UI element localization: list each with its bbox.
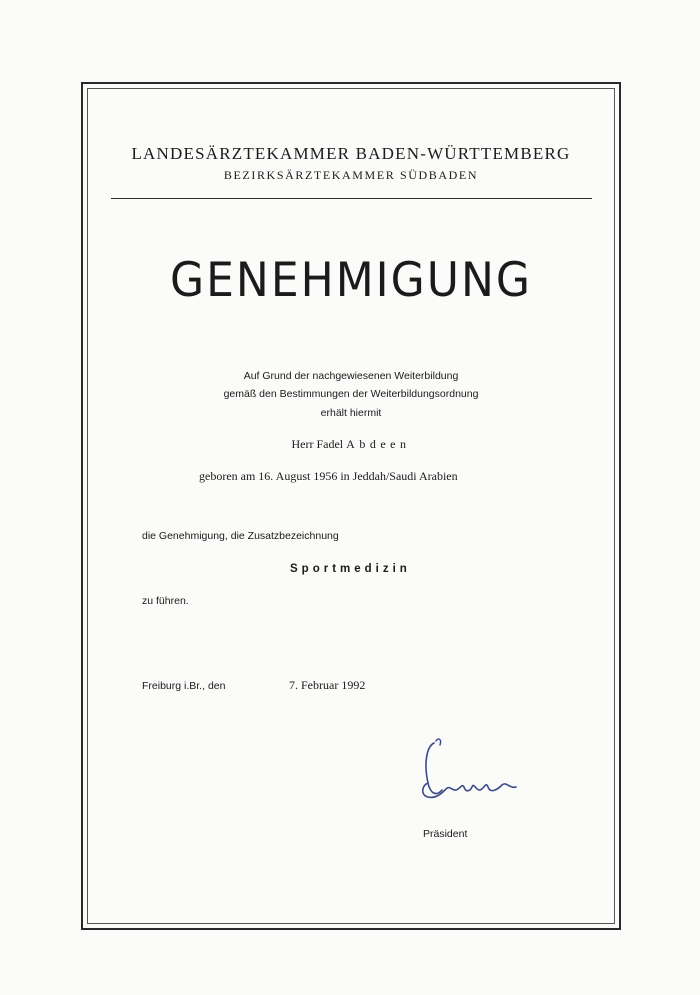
salutation: Herr [291,437,314,451]
intro-line-2: gemäß den Bestimmungen der Weiterbildungsordnung [223,388,479,400]
issue-date: 7. Februar 1992 [289,678,366,692]
intro-line-1: Auf Grund der nachgewiesenen Weiterbildung [243,370,459,382]
designation: Sportmedizin [290,563,411,575]
header-rule [111,198,592,199]
organization-header: LANDESÄRZTEKAMMER BADEN-WÜRTTEMBERG [131,144,571,163]
signature [412,735,522,810]
permission-line: die Genehmigung, die Zusatzbezeichnung [142,530,339,542]
recipient-name [87,437,615,452]
certificate-border-inner [87,88,615,924]
first-name: Fadel [316,437,344,451]
lead-line: zu führen. [142,595,189,607]
signature-role: Präsident [423,828,468,840]
intro-line-3: erhält hiermit [320,407,382,419]
birth-line: geboren am 16. August 1956 in Jeddah/Saudi Arabien [199,469,458,483]
document-title: GENEHMIGUNG [170,252,532,309]
last-name: Abdeen [346,437,411,451]
place-line: Freiburg i.Br., den [142,680,226,692]
sub-organization-header: BEZIRKSÄRZTEKAMMER SÜDBADEN [223,168,479,182]
